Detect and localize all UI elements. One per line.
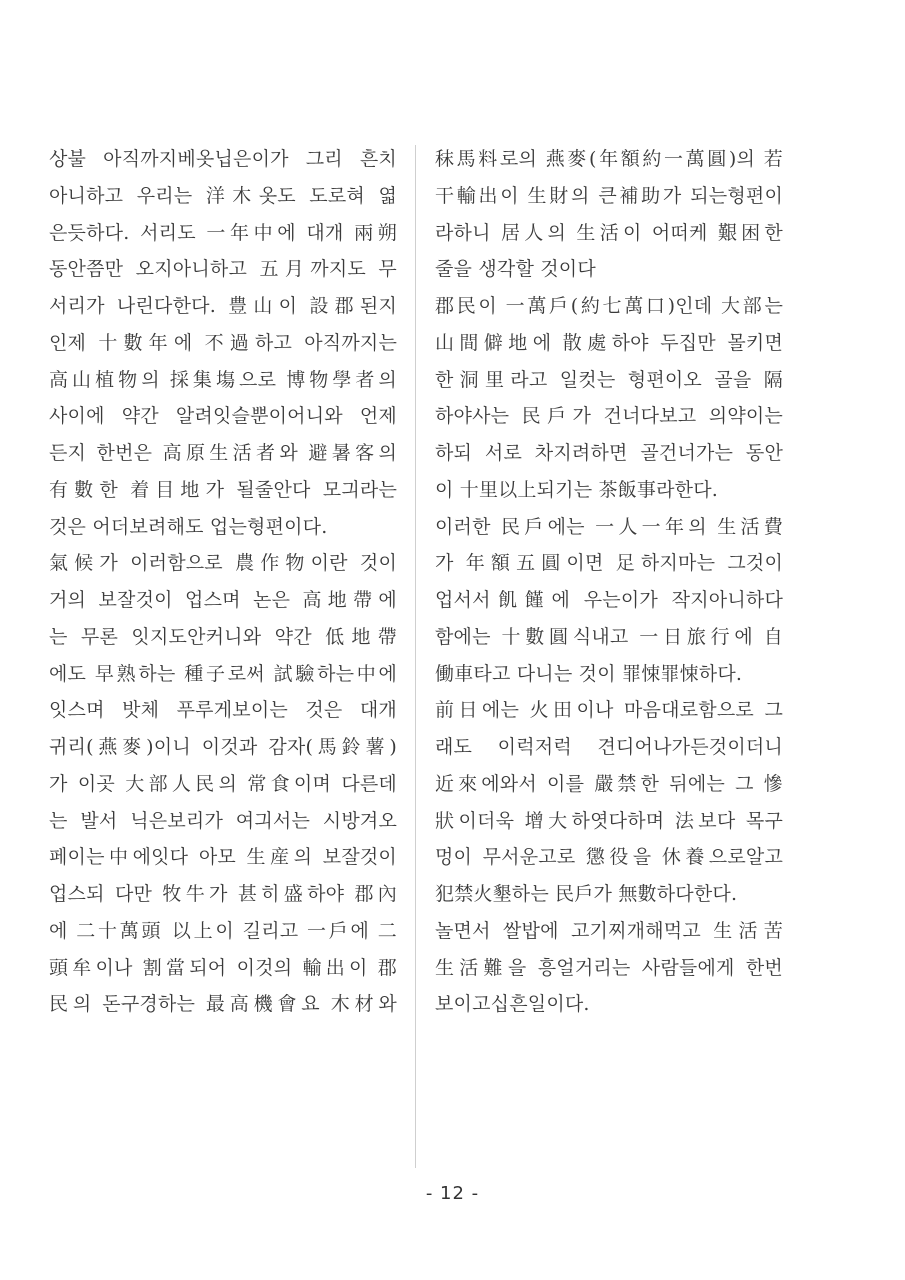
text-line: 近來에와서 이를 嚴禁한 뒤에는 그 慘: [435, 772, 783, 795]
text-line: 에도 早熟하는 種子로써 試驗하는中에: [49, 662, 397, 685]
text-line: 山間僻地에 散處하야 두집만 몰키면: [435, 331, 783, 354]
text-line: 아니하고 우리는 洋木옷도 도로혀 엷: [49, 184, 397, 207]
text-line: 이러한 民戶에는 一人一年의 生活費: [435, 515, 783, 538]
text-line: 가 年額五圓이면 足하지마는 그것이: [435, 552, 783, 575]
text-line: 民의 돈구경하는 最高機會요 木材와: [49, 993, 397, 1016]
text-line: 高山植物의 採集塲으로 博物學者의: [49, 368, 397, 391]
column-divider: [415, 145, 416, 1168]
text-line: 은듯하다. 서리도 一年中에 대개 兩朔: [49, 221, 397, 244]
text-line: 는 발서 닉은보리가 여긔서는 시방겨오: [49, 809, 397, 832]
text-line: 상불 아직까지베옷닙은이가 그리 흔치: [49, 148, 397, 170]
text-line: 라하니 居人의 生活이 어떠케 艱困한: [435, 221, 783, 244]
text-line: 前日에는 火田이나 마음대로함으로 그: [435, 699, 783, 722]
text-line: 郡民이 一萬戶(約七萬口)인데 大部는: [435, 295, 783, 317]
text-line: 働車타고 다니는 것이 罪悚罪悚하다.: [435, 662, 743, 685]
text-line: 귀리(燕麥)이니 이것과 감자(馬鈴薯): [49, 736, 397, 758]
text-line: 狀이더욱 增大하엿다하며 法보다 목구: [435, 809, 783, 832]
text-line: 동안쯤만 오지아니하고 五月까지도 무: [49, 258, 397, 281]
left-text-column: [49, 141, 397, 1023]
text-line: 가 이곳 大部人民의 常食이며 다른데: [49, 772, 397, 795]
text-line: 멍이 무서운고로 懲役을 休養으로알고: [435, 846, 783, 869]
text-line: 氣候가 이러함으로 農作物이란 것이: [49, 552, 397, 575]
text-line: 것은 어더보려해도 업는형편이다.: [49, 515, 328, 538]
text-line: 사이에 약간 알려잇슬뿐이어니와 언제: [49, 405, 397, 428]
text-line: 인제 十數年에 不過하고 아직까지는: [49, 331, 397, 354]
text-line: 거의 보잘것이 업스며 논은 高地帶에: [49, 589, 397, 611]
text-line: 秣馬料로의 燕麥(年額約一萬圓)의 若: [435, 148, 783, 170]
text-line: 업스되 다만 牧牛가 甚히盛하야 郡內: [49, 883, 397, 905]
text-line: 干輸出이 生財의 큰補助가 되는형편이: [435, 184, 783, 207]
text-line: 업서서飢饉에 우는이가 작지아니하다: [435, 589, 783, 611]
text-line: 頭牟이나 割當되어 이것의 輸出이 郡: [49, 956, 397, 979]
page-number: - 12 -: [425, 1183, 480, 1204]
text-line: 잇스며 밧체 푸루게보이는 것은 대개: [49, 699, 397, 722]
text-line: 有數한 着目地가 될줄안다 모긔라는: [49, 478, 397, 501]
text-line: 에 二十萬頭 以上이 길리고 一戶에 二: [49, 919, 397, 942]
text-line: 페이는中에잇다 아모 生産의 보잘것이: [49, 846, 397, 869]
text-line: 하야사는 民戶가 건너다보고 의약이는: [435, 405, 783, 428]
text-line: 놀면서 쌀밥에 고기찌개해먹고 生活苦: [435, 919, 783, 942]
text-line: 래도 이럭저럭 견디어나가든것이더니: [435, 736, 783, 758]
text-line: 하되 서로 차지려하면 골건너가는 동안: [435, 442, 783, 464]
text-line: 犯禁火墾하는 民戶가 無數하다한다.: [435, 883, 738, 905]
text-line: 는 무론 잇지도안커니와 약간 低地帶: [49, 625, 397, 648]
text-line: 이 十里以上되기는 茶飯事라한다.: [435, 478, 718, 501]
text-line: 生活難을 흥얼거리는 사람들에게 한번: [435, 956, 783, 979]
text-line: 서리가 나린다한다. 豊山이 設郡된지: [49, 295, 397, 317]
text-line: 보이고십흔일이다.: [435, 993, 590, 1016]
text-line: 줄을 생각할 것이다: [435, 258, 596, 281]
right-text-column: [435, 141, 783, 1023]
text-line: 함에는 十數圓식내고 一日旅行에 自: [435, 625, 783, 648]
text-line: 한洞里라고 일컷는 형편이오 골을 隔: [435, 368, 783, 391]
text-line: 든지 한번은 高原生活者와 避暑客의: [49, 442, 397, 464]
